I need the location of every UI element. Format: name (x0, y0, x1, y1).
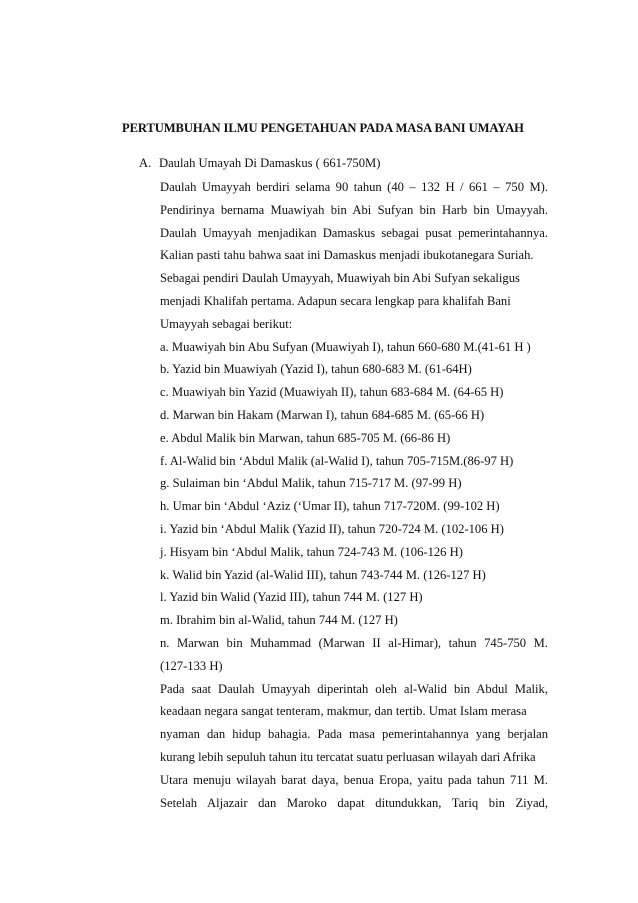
text-line: keadaan negara sangat tenteram, makmur, dan tertib. Umat Islam merasa (160, 704, 527, 719)
text-line: m. Ibrahim bin al-Walid, tahun 744 M. (127 H) (160, 613, 398, 628)
text-line: f. Al-Walid bin ‘Abdul Malik (al-Walid I), tahun 705-715M.(86-97 H) (160, 453, 514, 468)
text-line: Daulah Umayyah berdiri selama 90 tahun (40 – 132 H / 661 – 750 M). (160, 180, 548, 194)
text-line: c. Muawiyah bin Yazid (Muawiyah II), tahun 683-684 M. (64-65 H) (160, 385, 504, 400)
text-line: h. Umar bin ‘Abdul ‘Aziz (‘Umar II), tahun 717-720M. (99-102 H) (160, 499, 500, 514)
text-line: n. Marwan bin Muhammad (Marwan II al-Himar), tahun 745-750 M. (160, 635, 548, 650)
text-line: menjadi Khalifah pertama. Adapun secara lengkap para khalifah Bani (160, 293, 511, 308)
section-marker: A. (139, 156, 152, 170)
text-line: a. Muawiyah bin Abu Sufyan (Muawiyah I), tahun 660-680 M.(41-61 H ) (160, 339, 531, 354)
section-heading-text: Daulah Umayah Di Damaskus ( 661-750M) (159, 156, 381, 170)
text-line: nyaman dan hidup bahagia. Pada masa pemerintahannya yang berjalan (160, 727, 548, 742)
text-line: e. Abdul Malik bin Marwan, tahun 685-705 M. (66-86 H) (160, 430, 451, 445)
text-line: b. Yazid bin Muawiyah (Yazid I), tahun 680-683 M. (61-64H) (160, 362, 472, 377)
text-line: d. Marwan bin Hakam (Marwan I), tahun 684-685 M. (65-66 H) (160, 407, 485, 422)
text-line: Sebagai pendiri Daulah Umayyah, Muawiyah bin Abi Sufyan sekaligus (160, 271, 520, 286)
text-line: i. Yazid bin ‘Abdul Malik (Yazid II), tahun 720-724 M. (102-106 H) (160, 521, 504, 536)
text-line: l. Yazid bin Walid (Yazid III), tahun 744 M. (127 H) (160, 590, 423, 605)
text-line: Setelah Aljazair dan Maroko dapat ditundukkan, Tariq bin Ziyad, (160, 795, 548, 810)
body-text (160, 176, 548, 814)
text-line: Pendirinya bernama Muawiyah bin Abi Sufyan bin Harb bin Umayyah. (160, 202, 548, 217)
text-line: g. Sulaiman bin ‘Abdul Malik, tahun 715-717 M. (97-99 H) (160, 476, 462, 491)
text-line: kurang lebih sepuluh tahun itu tercatat suatu perluasan wilayah dari Afrika (160, 749, 536, 764)
text-line: j. Hisyam bin ‘Abdul Malik, tahun 724-743 M. (106-126 H) (160, 544, 463, 559)
page-title: PERTUMBUHAN ILMU PENGETAHUAN PADA MASA BANI UMAYAH (122, 121, 524, 135)
text-line: Kalian pasti tahu bahwa saat ini Damaskus menjadi ibukotanegara Suriah. (160, 248, 534, 263)
text-line: Daulah Umayyah menjadikan Damaskus sebagai pusat pemerintahannya. (160, 225, 548, 240)
text-line: Pada saat Daulah Umayyah diperintah oleh al-Walid bin Abdul Malik, (160, 681, 548, 696)
text-line: (127-133 H) (160, 658, 223, 673)
text-line: Utara menuju wilayah barat daya, benua Eropa, yaitu pada tahun 711 M. (160, 772, 548, 787)
text-line: k. Walid bin Yazid (al-Walid III), tahun 743-744 M. (126-127 H) (160, 567, 486, 582)
text-line: Umayyah sebagai berikut: (160, 316, 293, 331)
section-heading (139, 156, 380, 171)
